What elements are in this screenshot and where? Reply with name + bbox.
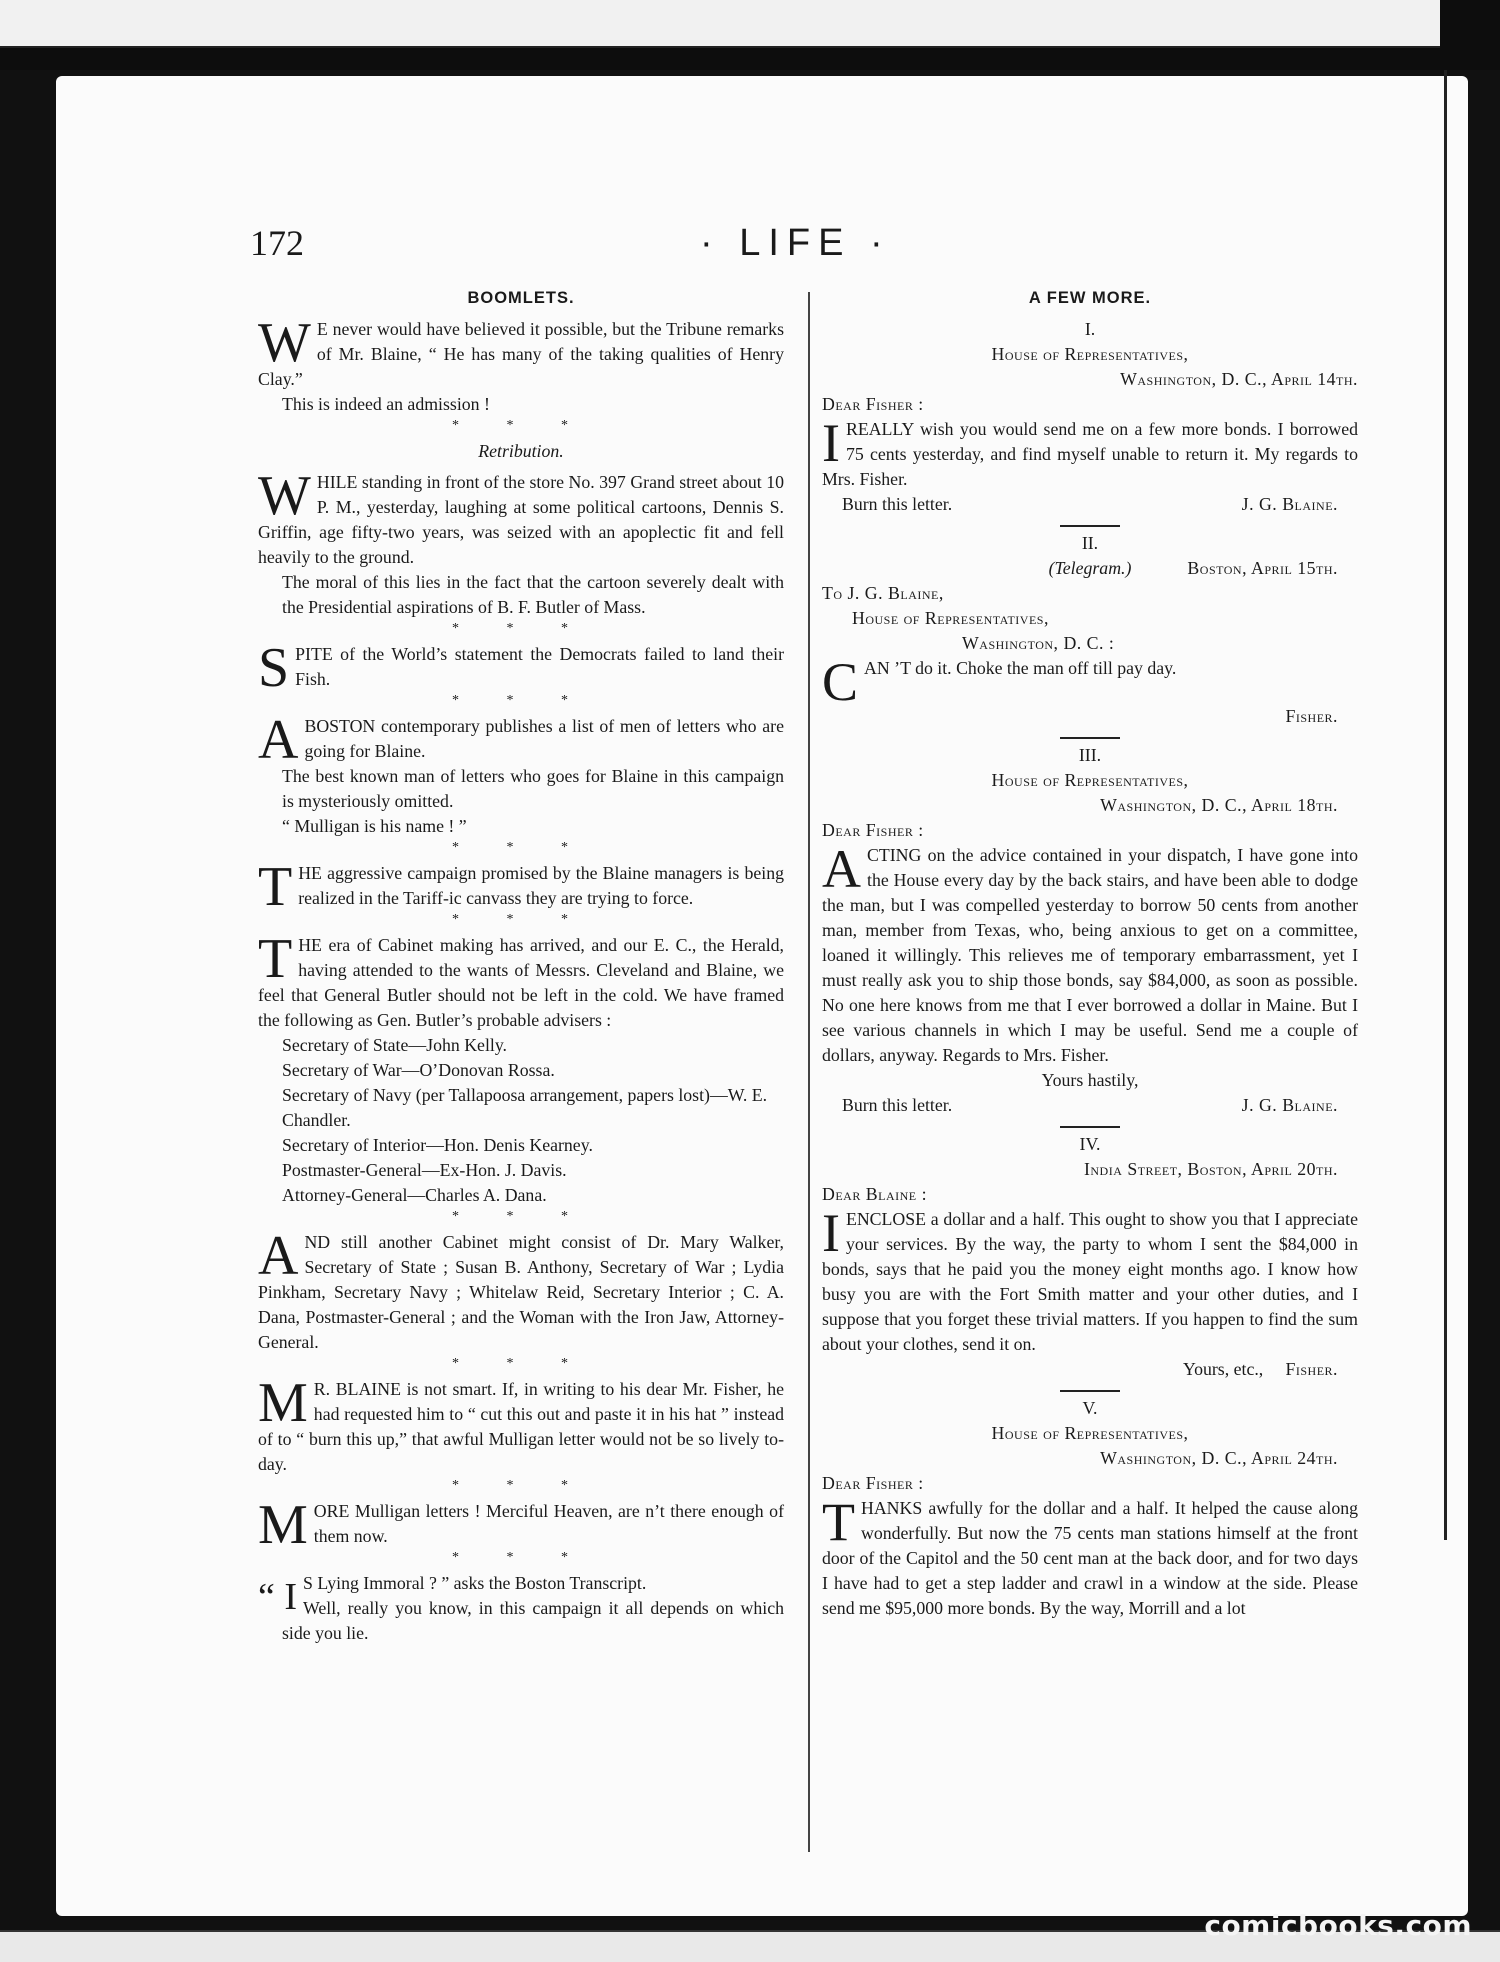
section-separator: * * * (452, 1550, 590, 1565)
drop-cap: M (258, 1372, 308, 1434)
section-separator: * * * (452, 840, 590, 855)
letter-date: Boston, April 15th. (1187, 558, 1338, 578)
few-more-column (822, 286, 1358, 1621)
masthead-title: · LIFE · (700, 222, 891, 264)
boomlet-item: AND still another Cabinet might consist of Dr. Mary Walker, Secretary of State ; Susan B. Anthony, Secretary of War ; Lydia Pinkham, Secretary Navy ; Whitelaw Reid, Secretary Interior ; C. A. Dana, Postmaster-General ; and the Woman with the Iron Jaw, Attorney-General. (258, 1225, 784, 1352)
section-separator: * * * (452, 1356, 590, 1371)
drop-cap: W (258, 465, 311, 527)
signature: J. G. Blaine. (1241, 494, 1338, 514)
drop-cap: S (258, 637, 290, 699)
letter-kind: (Telegram.) (1048, 558, 1132, 578)
drop-cap: C (822, 652, 859, 712)
letter-body: ACTING on the advice contained in your dispatch, I have gone into the House every day by the back stairs, and have been able to dodge the man, but I was compelled yesterday to borrow 50 cents from another man, member from Texas, who, being anxious to get on a committee, loaned it willingly. This relieves me of temporary embarrassment, yet I must really ask you to ship those bonds, say $84,000, as soon as possible. No one here knows from me that I ever borrowed a dollar in Maine. But I see various channels in which I may be useful. Send me a couple of dollars, anyway. Regards to Mrs. Fisher. (822, 839, 1358, 1065)
section-separator: * * * (452, 1209, 590, 1224)
column-divider (808, 292, 810, 1852)
previous-page-edge (0, 0, 1440, 48)
cabinet-entry: Attorney-General—Charles A. Dana. (282, 1185, 547, 1205)
boomlet-line: This is indeed an admission ! (282, 394, 490, 414)
letter-salutation: Dear Fisher : (822, 394, 924, 414)
boomlet-item: M R. BLAINE is not smart. If, in writing to his dear Mr. Fisher, he had requested him to “ cut this out and paste it in his hat ” instead of to “ burn this up,” that awful Mulligan letter would not be so lively to-day. (258, 1372, 784, 1474)
letter-number: IV. (1079, 1134, 1101, 1154)
closing-note: Burn this letter. (842, 494, 953, 514)
boomlet-line: The best known man of letters who goes for Blaine in this campaign is mysteriously omitted. (282, 766, 784, 811)
boomlet-item: MORE Mulligan letters ! Merciful Heaven, are n’t there enough of them now. (258, 1494, 784, 1556)
letter-date: Washington, D. C., April 18th. (1100, 795, 1338, 815)
section-separator: * * * (452, 1478, 590, 1493)
letter-address: House of Representatives, (991, 770, 1189, 790)
boomlet-item: W E never would have believed it possible, but the Tribune remarks of Mr. Blaine, “ He has many of the taking qualities of Henry Clay.” (258, 312, 784, 389)
letter-recipient: Washington, D. C. : (962, 633, 1115, 653)
drop-cap: A (822, 839, 861, 899)
letter-date: India Street, Boston, April 20th. (1083, 1159, 1338, 1179)
drop-cap: T (258, 856, 293, 918)
drop-cap: A (258, 709, 299, 771)
few-more-heading: A FEW MORE. (1028, 289, 1152, 307)
letter-salutation: Dear Fisher : (822, 820, 924, 840)
letter-body: I REALLY wish you would send me on a few more bonds. I borrowed 75 cents yesterday, and find myself unable to return it. My regards to Mrs. Fisher. (822, 413, 1358, 489)
cabinet-entry: Secretary of State—John Kelly. (282, 1035, 507, 1055)
boomlets-column (258, 286, 784, 1646)
drop-cap: T (822, 1492, 855, 1552)
letter-closing (822, 1093, 1358, 1118)
section-separator: * * * (452, 621, 590, 636)
letter-number: I. (1084, 319, 1096, 339)
drop-cap: A (258, 1225, 299, 1287)
page-number: 172 (250, 223, 304, 263)
cabinet-entry: Secretary of Interior—Hon. Denis Kearney. (282, 1135, 593, 1155)
cabinet-entry: Postmaster-General—Ex-Hon. J. Davis. (282, 1160, 567, 1180)
letter-salutation: Dear Blaine : (822, 1184, 928, 1204)
drop-cap: “ I (258, 1576, 298, 1618)
signature: Fisher. (1285, 1359, 1338, 1379)
drop-cap: I (822, 413, 840, 473)
letter-number: III. (1078, 745, 1102, 765)
letter-date: Washington, D. C., April 24th. (1100, 1448, 1338, 1468)
signature: Fisher. (1285, 706, 1338, 726)
boomlet-item: WHILE standing in front of the store No. 397 Grand street about 10 P. M., yesterday, laughing at some political cartoons, Dennis S. Griffin, age fifty-two years, was seized with an apoplectic fit and fell heavily to the ground. (258, 465, 784, 567)
letter-number: V. (1082, 1398, 1098, 1418)
letter-rule (1060, 1126, 1120, 1128)
letter-rule (1060, 737, 1120, 739)
letter-body: CAN ’T do it. Choke the man off till pay day. (822, 652, 1177, 712)
letter-recipient: To J. G. Blaine, (822, 583, 944, 603)
page-gutter-line (1444, 70, 1447, 1540)
drop-cap: W (258, 312, 311, 374)
closing-note: Burn this letter. (842, 1095, 953, 1115)
cabinet-list (258, 1033, 784, 1208)
boomlet-item: THE aggressive campaign promised by the Blaine managers is being realized in the Tariff-ic canvass they are trying to force. (258, 856, 784, 918)
boomlets-heading: BOOMLETS. (467, 289, 575, 307)
section-separator: * * * (452, 693, 590, 708)
signature: J. G. Blaine. (1241, 1095, 1338, 1115)
boomlet-line: The moral of this lies in the fact that the cartoon severely dealt with the Presidential aspirations of B. F. Butler of Mass. (282, 572, 784, 617)
drop-cap: T (258, 928, 293, 990)
boomlet-item: SPITE of the World’s statement the Democrats failed to land their Fish. (258, 637, 784, 699)
letter-body: I ENCLOSE a dollar and a half. This ought to show you that I appreciate your services. By the way, the party to whom I sent the $84,000 in bonds, says that he paid you the money eight months ago. I know how busy you are with the Fort Smith matter and your other duties, and I suppose that you forget these trivial matters. If you happen to find the sum about your clothes, send it on. (822, 1203, 1358, 1354)
boomlet-line: “ Mulligan is his name ! ” (282, 816, 467, 836)
letter-closing: Yours, etc., Fisher. (1183, 1359, 1338, 1379)
letter-address: House of Representatives, (991, 1423, 1189, 1443)
letter-yours: Yours hastily, (1041, 1070, 1139, 1090)
letter-date: Washington, D. C., April 14th. (1120, 369, 1358, 389)
watermark-text: comicbooks.com (1204, 1909, 1472, 1942)
cabinet-entry: Secretary of War—O’Donovan Rossa. (282, 1060, 555, 1080)
drop-cap: M (258, 1494, 308, 1556)
section-separator: * * * (452, 418, 590, 433)
boomlet-item: A BOSTON contemporary publishes a list of men of letters who are going for Blaine. (258, 709, 784, 771)
letter-recipient: House of Representatives, (852, 608, 1049, 628)
letter-closing (822, 492, 1358, 517)
boomlet-item: “ I S Lying Immoral ? ” asks the Boston Transcript. (258, 1573, 647, 1618)
cabinet-entry: Secretary of Navy (per Tallapoosa arrangement, papers lost)—W. E. Chandler. (282, 1085, 768, 1130)
letter-rule (1060, 525, 1120, 527)
letter-address: House of Representatives, (991, 344, 1189, 364)
retribution-title: Retribution. (478, 441, 564, 461)
letter-number: II. (1081, 533, 1099, 553)
section-separator: * * * (452, 912, 590, 927)
drop-cap: I (822, 1203, 840, 1263)
boomlet-item: THE era of Cabinet making has arrived, and our E. C., the Herald, having attended to the wants of Messrs. Cleveland and Blaine, we feel that General Butler should not be left in the cold. We have framed the following as Gen. Butler’s probable advisers : (258, 928, 784, 1030)
letter-body: THANKS awfully for the dollar and a half. It helped the cause along wonderfully. But now the 75 cents man stations himself at the front door of the Capitol and the 50 cent man at the back door, and for two days I have had to get a step ladder and crawl in a window at the side. Please send me $95,000 more bonds. By the way, Morrill and a lot (822, 1492, 1358, 1618)
boomlet-line: Well, really you know, in this campaign it all depends on which side you lie. (282, 1598, 784, 1643)
letter-rule (1060, 1390, 1120, 1392)
letter-salutation: Dear Fisher : (822, 1473, 924, 1493)
